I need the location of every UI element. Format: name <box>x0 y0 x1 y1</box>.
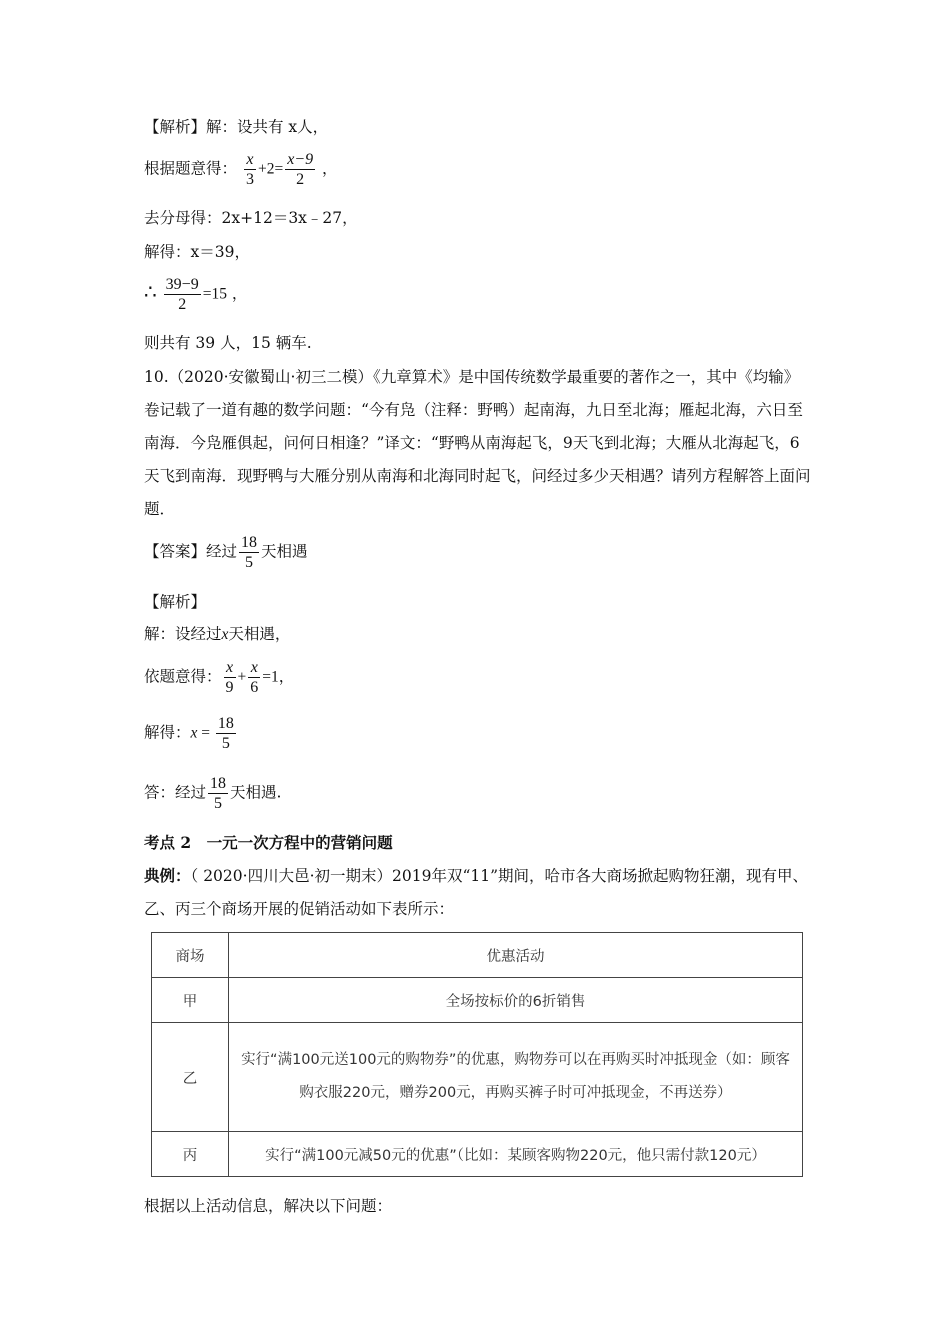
plus-sign: + <box>237 668 247 686</box>
step-solve: 解得：x＝39， <box>144 243 250 261</box>
equals-1: =1 <box>262 668 279 686</box>
header-offer: 优惠活动 <box>229 933 803 978</box>
fraction-x-over-9: $\frac{x}{9}$ <box>225 659 234 696</box>
equation-line-3: 解得：x = $\frac{18}{5}$ <box>144 715 234 752</box>
final-answer-10: 答：经过 $\frac{18}{5}$ 天相遇. <box>144 775 282 812</box>
answer-suffix: 天相遇 <box>261 542 308 561</box>
plus-two-equals: +2= <box>257 160 284 178</box>
analysis-label-10: 【解析】 <box>144 593 207 611</box>
offer-cell: 实行“满100元减50元的优惠”（比如：某顾客购物220元，他只需付款120元） <box>229 1132 803 1177</box>
promotion-table <box>151 932 803 1177</box>
store-cell: 乙 <box>152 1023 229 1132</box>
closing-line: 根据以上活动信息，解决以下问题： <box>144 1197 393 1215</box>
fraction-39-minus-9-over-2: $\frac{39-9}{2}$ <box>165 276 199 313</box>
fraction-18-over-5: $\frac{18}{5}$ <box>241 534 258 571</box>
store-cell: 甲 <box>152 978 229 1023</box>
table-row <box>152 1023 803 1132</box>
eq-tail: ， <box>226 284 248 303</box>
example-text: （ 2020·四川大邑·初一期末）2019年双“11”期间，哈市各大商场掀起购物狂潮，现有甲、乙、丙三个商场开展的促销活动如下表所示： <box>144 867 809 918</box>
fraction-18-over-5: $\frac{18}{5}$ <box>217 715 234 752</box>
answer-label: 【答案】经过 <box>144 542 238 561</box>
variable-x: x <box>190 724 198 742</box>
variable-x: x <box>221 626 229 643</box>
equation-line-1 <box>144 150 338 189</box>
step-label: 根据题意得： <box>144 159 238 178</box>
conclusion-9: 则共有 39 人，15 辆车. <box>144 334 312 352</box>
offer-cell: 实行“满100元送100元的购物券”的优惠，购物券可以在再购买时冲抵现金（如：顾客购衣服220元，赠券200元，再购买裤子时可冲抵现金，不再送券） <box>229 1023 803 1132</box>
header-store: 商场 <box>152 933 229 978</box>
section-heading: 考点 2 一元一次方程中的营销问题 <box>144 833 393 852</box>
step-clear-denominator: 去分母得：2x+12＝3x﹣27， <box>144 209 358 227</box>
table-row <box>152 1132 803 1177</box>
solution-10-line-1: 解：设经过x天相遇， <box>144 625 291 643</box>
store-cell: 丙 <box>152 1132 229 1177</box>
fraction-x-minus-9-over-2: $\frac{x-9}{2}$ <box>287 151 314 188</box>
example-paragraph <box>144 859 812 926</box>
answer-10 <box>144 533 308 572</box>
problem-10-text: 10.（2020·安徽蜀山·初三二模）《九章算术》是中国传统数学最重要的著作之一，其中《均输》卷记载了一道有趣的数学问题：“今有凫（注释：野鸭）起南海，九日至北海；雁起北海，六日至南海．今凫雁俱起，问何日相逢？”译文：“野鸭从南海起飞，9天飞到北海；大雁从北海起飞，6天飞到南海．现野鸭与大雁分别从南海和北海同时起飞，问经过多少天相遇？请列方程解答上面问题． <box>144 368 811 518</box>
analysis-intro: 【解析】解：设共有 x人， <box>144 118 329 136</box>
therefore-symbol: ∴ <box>144 279 157 304</box>
fraction-18-over-5: $\frac{18}{5}$ <box>210 775 227 812</box>
table-row <box>152 978 803 1023</box>
equals-15: =15 <box>202 285 227 303</box>
offer-cell: 全场按标价的6折销售 <box>229 978 803 1023</box>
fraction-x-over-3: $\frac{x}{3}$ <box>245 151 254 188</box>
equation-line-2: 依题意得： $\frac{x}{9}$ + $\frac{x}{6}$ =1， <box>144 659 295 696</box>
example-label: 典例： <box>144 866 191 885</box>
fraction-x-over-6: $\frac{x}{6}$ <box>250 659 259 696</box>
table-header-row <box>152 933 803 978</box>
eq-tail: ， <box>317 159 338 178</box>
therefore-line <box>144 275 247 314</box>
